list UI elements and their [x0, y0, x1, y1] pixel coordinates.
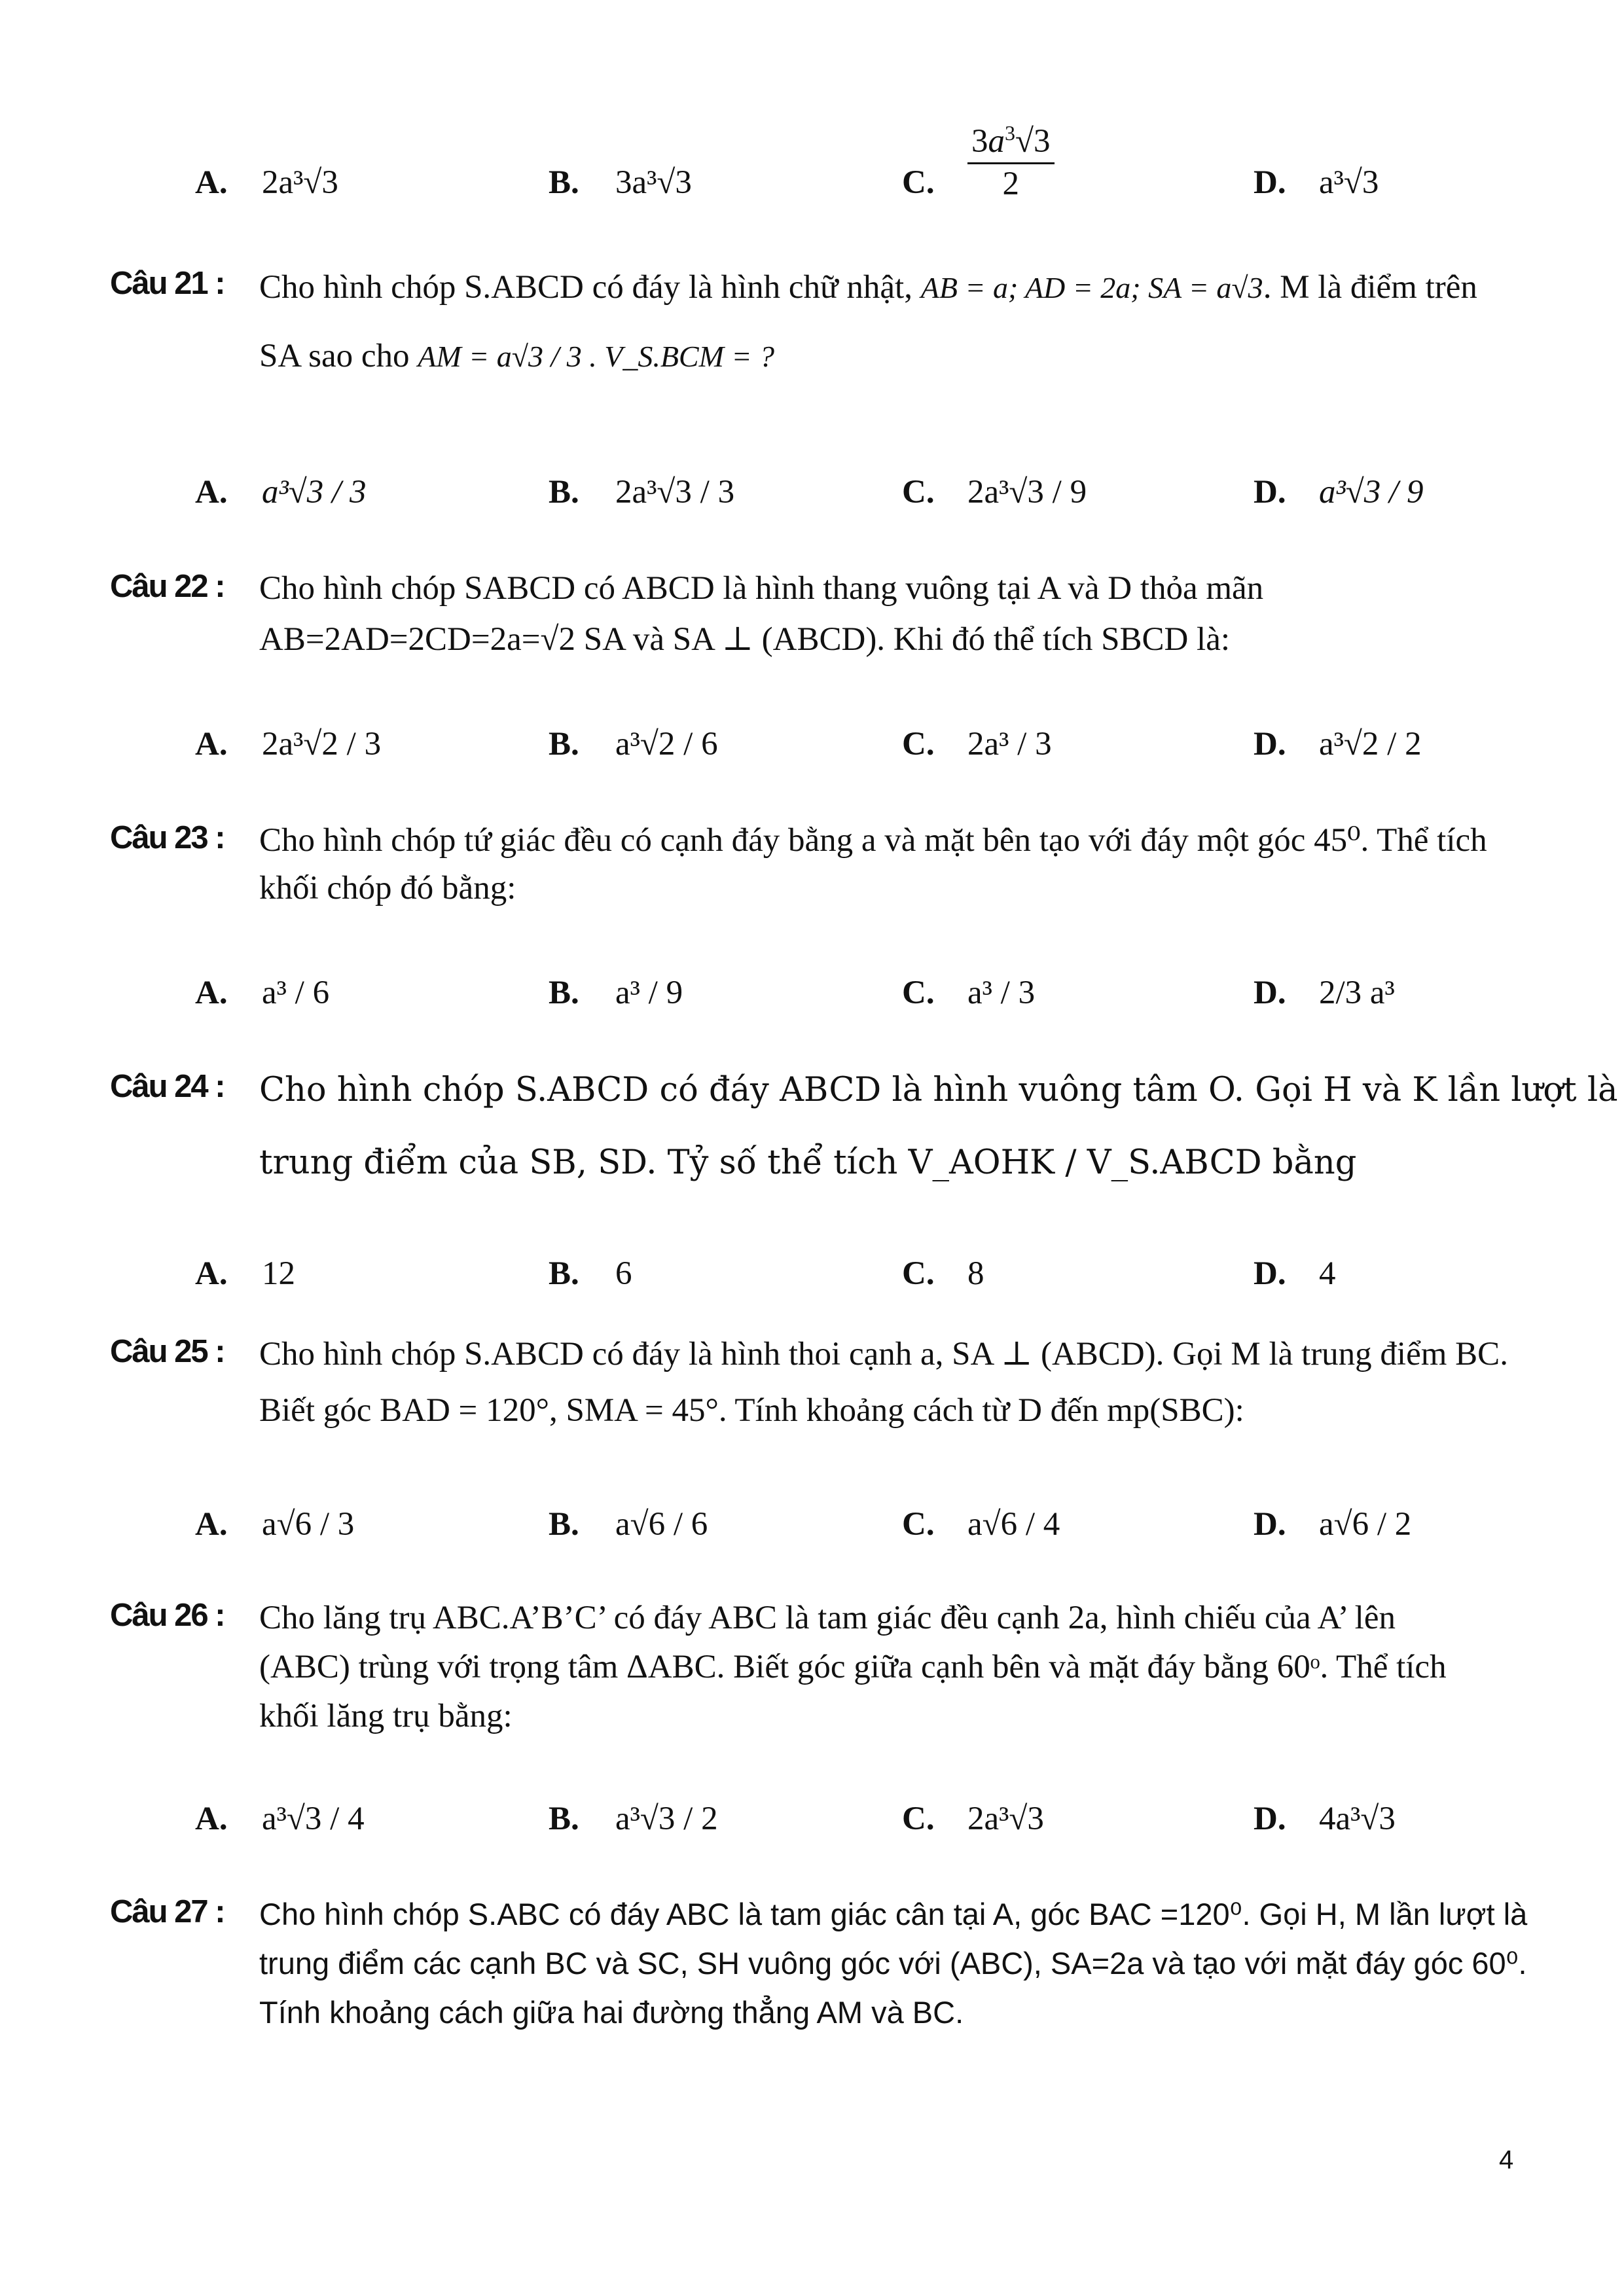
- option-letter-c: C.: [902, 975, 935, 1011]
- question-27-line2: trung điểm các cạnh BC và SC, SH vuông góc với (ABC), SA=2a và tạo với mặt đáy góc 60⁰.: [259, 1946, 1527, 1981]
- option-letter-b: B.: [549, 975, 579, 1011]
- option-b: 6: [615, 1255, 632, 1292]
- option-letter-d: D.: [1254, 474, 1286, 511]
- option-d: 4a³√3: [1319, 1801, 1396, 1837]
- question-23-options: [0, 949, 1624, 1047]
- question-25-options: [0, 1480, 1624, 1579]
- option-letter-c: C.: [902, 1801, 935, 1837]
- option-d: a³√3 / 9: [1319, 474, 1424, 511]
- question-26-line3: khối lăng trụ bằng:: [259, 1698, 513, 1734]
- question-27-line3: Tính khoảng cách giữa hai đường thẳng AM và BC.: [259, 1995, 964, 2030]
- option-b: 2a³√3 / 3: [615, 474, 735, 511]
- option-letter-a: A.: [195, 1255, 228, 1292]
- option-b: a³√3 / 2: [615, 1801, 718, 1837]
- option-letter-b: B.: [549, 1801, 579, 1837]
- option-a: 2a³√3: [262, 164, 338, 201]
- option-a: 2a³√2 / 3: [262, 726, 382, 762]
- question-26-line2: (ABC) trùng với trọng tâm ΔABC. Biết góc giữa cạnh bên và mặt đáy bằng 60ᵒ. Thể tích: [259, 1649, 1447, 1685]
- option-letter-d: D.: [1254, 1506, 1286, 1543]
- option-c: $\frac{3a^3√3}{2}$: [967, 124, 1055, 202]
- option-letter-b: B.: [549, 474, 579, 511]
- question-21-line2: SA sao cho AM = a√3 / 3 . V_S.BCM = ?: [259, 338, 774, 374]
- option-a: a³ / 6: [262, 975, 330, 1011]
- option-letter-d: D.: [1254, 1255, 1286, 1292]
- option-d: 2/3 a³: [1319, 975, 1395, 1011]
- option-letter-c: C.: [902, 1255, 935, 1292]
- option-c: 2a³√3: [967, 1801, 1044, 1837]
- option-letter-c: C.: [902, 726, 935, 762]
- question-27-line1: Cho hình chóp S.ABC có đáy ABC là tam giác cân tại A, góc BAC =120⁰. Gọi H, M lần lượt là: [259, 1897, 1528, 1931]
- question-26-options: [0, 1775, 1624, 1873]
- option-letter-c: C.: [902, 474, 935, 511]
- question-23-line2: khối chóp đó bằng:: [259, 870, 516, 906]
- option-letter-d: D.: [1254, 164, 1286, 201]
- option-letter-b: B.: [549, 1255, 579, 1292]
- question-22-line1: Cho hình chóp SABCD có ABCD là hình thang vuông tại A và D thỏa mãn: [259, 570, 1264, 607]
- option-a: a√6 / 3: [262, 1506, 355, 1543]
- option-letter-b: B.: [549, 164, 579, 201]
- question-22-label: Câu 22 :: [110, 569, 225, 604]
- question-23-line1: Cho hình chóp tứ giác đều có cạnh đáy bằng a và mặt bên tạo với đáy một góc 45⁰. Thể tích: [259, 822, 1487, 859]
- option-letter-d: D.: [1254, 975, 1286, 1011]
- question-21-line1: Cho hình chóp S.ABCD có đáy là hình chữ nhật, AB = a; AD = 2a; SA = a√3. M là điểm trên: [259, 269, 1477, 306]
- page-number: 4: [1499, 2145, 1514, 2174]
- option-d: a√6 / 2: [1319, 1506, 1412, 1543]
- option-letter-b: B.: [549, 1506, 579, 1543]
- question-27-label: Câu 27 :: [110, 1894, 225, 1929]
- option-c: a√6 / 4: [967, 1506, 1060, 1543]
- option-a: a³√3 / 3: [262, 474, 367, 511]
- option-a: 12: [262, 1255, 295, 1292]
- question-22-line2: AB=2AD=2CD=2a=√2 SA và SA ⊥ (ABCD). Khi đó thể tích SBCD là:: [259, 621, 1231, 658]
- question-25-line1: Cho hình chóp S.ABCD có đáy là hình thoi cạnh a, SA ⊥ (ABCD). Gọi M là trung điểm BC.: [259, 1336, 1508, 1372]
- option-d: 4: [1319, 1255, 1336, 1292]
- question-22-options: [0, 700, 1624, 798]
- option-letter-d: D.: [1254, 1801, 1286, 1837]
- option-letter-a: A.: [195, 474, 228, 511]
- question-24-label: Câu 24 :: [110, 1069, 225, 1104]
- question-25-line2: Biết góc BAD = 120°, SMA = 45°. Tính khoảng cách từ D đến mp(SBC):: [259, 1392, 1244, 1429]
- option-letter-a: A.: [195, 1801, 228, 1837]
- option-b: 3a³√3: [615, 164, 692, 201]
- option-d: a³√2 / 2: [1319, 726, 1422, 762]
- option-c: a³ / 3: [967, 975, 1036, 1011]
- question-21-options: [0, 448, 1624, 547]
- question-24-line1: Cho hình chóp S.ABCD có đáy ABCD là hình vuông tâm O. Gọi H và K lần lượt là: [259, 1071, 1618, 1109]
- option-b: a³√2 / 6: [615, 726, 718, 762]
- question-24-options: [0, 1247, 1624, 1299]
- question-24-line2: trung điểm của SB, SD. Tỷ số thể tích V_AOHK / V_S.ABCD bằng: [259, 1143, 1357, 1182]
- question-20-options: [0, 121, 1624, 242]
- option-c: 2a³ / 3: [967, 726, 1052, 762]
- option-d: a³√3: [1319, 164, 1379, 201]
- question-25-label: Câu 25 :: [110, 1334, 225, 1369]
- option-letter-a: A.: [195, 975, 228, 1011]
- option-letter-d: D.: [1254, 726, 1286, 762]
- option-letter-a: A.: [195, 164, 228, 201]
- option-letter-a: A.: [195, 1506, 228, 1543]
- option-a: a³√3 / 4: [262, 1801, 365, 1837]
- option-letter-a: A.: [195, 726, 228, 762]
- option-b: a³ / 9: [615, 975, 683, 1011]
- question-21-label: Câu 21 :: [110, 266, 225, 301]
- option-c: 2a³√3 / 9: [967, 474, 1087, 511]
- option-b: a√6 / 6: [615, 1506, 708, 1543]
- question-26-line1: Cho lăng trụ ABC.A’B’C’ có đáy ABC là tam giác đều cạnh 2a, hình chiếu của A’ lên: [259, 1600, 1396, 1636]
- option-letter-b: B.: [549, 726, 579, 762]
- option-letter-c: C.: [902, 164, 935, 201]
- option-c: 8: [967, 1255, 984, 1292]
- option-letter-c: C.: [902, 1506, 935, 1543]
- question-26-label: Câu 26 :: [110, 1598, 225, 1633]
- question-23-label: Câu 23 :: [110, 820, 225, 855]
